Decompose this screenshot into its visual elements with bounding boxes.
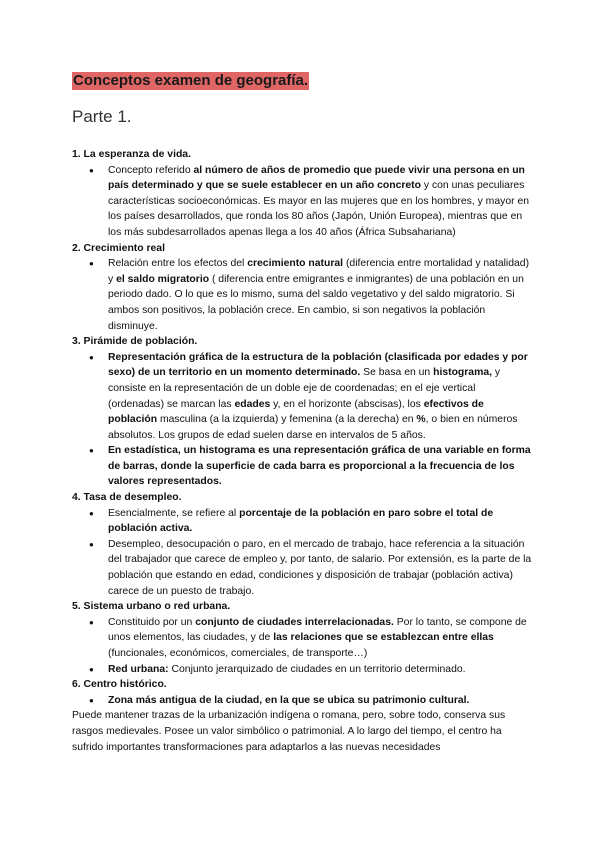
section-heading: 4. Tasa de desempleo. [72, 492, 182, 504]
text-run: Desempleo, desocupación o paro, en el mercado de trabajo, hace referencia a la situación del trabajador que carece de empleo y, por tanto, de salario. Por extensión, es la parte de la población que estando en edad, condiciones y disposición de trabajar (población activa) carece de un puesto de trabajo. [108, 538, 532, 597]
text-run: Relación entre los efectos del [108, 258, 248, 270]
bold-text: Red urbana: [108, 663, 169, 675]
bullet-item [72, 256, 532, 334]
bold-text: las relaciones que se establezcan entre ellas [273, 632, 494, 644]
bullet-item [72, 693, 532, 709]
text-run: Por lo tanto, se compone de unos elementos, las ciudades, y de [108, 616, 527, 644]
paragraph: Puede mantener trazas de la urbanización indígena o romana, pero, sobre todo, conserva sus rasgos medievales. Posee un valor simbólico o patrimonial. A lo largo del tiempo, el centro ha sufrido importantes transformaciones para adaptarlos a las nuevas necesidades [72, 710, 506, 753]
bullet-item [72, 662, 532, 678]
bullet-list [72, 163, 532, 241]
bullet-item [72, 163, 532, 241]
section-heading: 3. Pirámide de población. [72, 336, 198, 348]
bullet-list [72, 256, 532, 334]
bullet-item [72, 506, 532, 537]
bullet-item [72, 443, 532, 490]
bold-text: % [416, 414, 426, 426]
section-heading: 5. Sistema urbano o red urbana. [72, 601, 231, 613]
document-title: Conceptos examen de geografía. [73, 72, 309, 89]
bold-text: Representación gráfica de la estructura de la población (clasificada por edades y por sexo) de un territorio en un momento determinado. [108, 351, 528, 379]
bullet-item [72, 615, 532, 662]
bullet-list [72, 506, 532, 600]
text-run: y, en el horizonte (abscisas), los [270, 398, 424, 410]
text-run: y con unas peculiares características socioeconómicas. Es mayor en las mujeres que en los hombres, y mayor en los países desarrollados, que ronda los 80 años (Japón, Unión Europea), mientras que en los más subdesarrollados apenas llega a los 40 años (África Subsahariana) [108, 180, 529, 238]
bold-text: histograma, [433, 367, 492, 379]
bold-text: efectivos de población [108, 398, 484, 426]
text-run: Constituido por un [108, 616, 196, 628]
text-run: Esencialmente, se refiere al [108, 507, 240, 519]
bold-text: el saldo migratorio [116, 273, 210, 285]
bullet-item [72, 537, 532, 599]
text-run: (diferencia entre mortalidad y natalidad) y [108, 258, 530, 285]
section-heading: 2. Crecimiento real [72, 242, 165, 254]
text-run: , o bien en números absolutos. Los grupos de edad suelen darse en intervalos de 5 años. [108, 414, 518, 441]
bold-text: porcentaje de la población en paro sobre el total de población activa. [108, 507, 494, 535]
text-run: y consiste en la representación de un doble eje de coordenadas; en el eje vertical (ordenadas) se marcan las [108, 367, 501, 410]
text-run: Se basa en un [360, 367, 434, 379]
bold-text: En estadística, un histograma es una representación gráfica de una variable en forma de barras, donde la superficie de cada barra es proporcional a la frecuencia de los valores representados. [108, 445, 531, 488]
document-body [72, 147, 532, 755]
bold-text: conjunto de ciudades interrelacionadas. [195, 616, 394, 628]
text-run: ( diferencia entre emigrantes e inmigrantes) de una población en un periodo dado. O lo que es lo mismo, suma del saldo vegetativo y del saldo migratorio. Si ambos son positivos, la población crece. En cambio, si son negativos la población disminuye. [108, 273, 524, 332]
text-run: Concepto referido [108, 164, 194, 176]
bold-text: edades [234, 398, 271, 410]
bullet-list [72, 693, 532, 709]
bullet-item [72, 350, 532, 444]
bullet-list [72, 350, 532, 490]
title-wrap [72, 72, 309, 90]
text-run: (funcionales, económicos, comerciales, de transporte…) [108, 648, 368, 659]
part-heading: Parte 1. [72, 107, 132, 126]
bold-text: Zona más antigua de la ciudad, en la que se ubica su patrimonio cultural. [108, 694, 470, 706]
text-run: Conjunto jerarquizado de ciudades en un territorio determinado. [168, 663, 466, 675]
section-heading: 6. Centro histórico. [72, 679, 167, 691]
bold-text: crecimiento natural [247, 258, 344, 270]
bullet-list [72, 615, 532, 677]
bold-text: al número de años de promedio que puede vivir una persona en un país determinado y que se suele establecer en un año concreto [108, 164, 525, 192]
section-heading: 1. La esperanza de vida. [72, 149, 191, 160]
text-run: masculina (a la izquierda) y femenina (a la derecha) en [157, 414, 417, 426]
